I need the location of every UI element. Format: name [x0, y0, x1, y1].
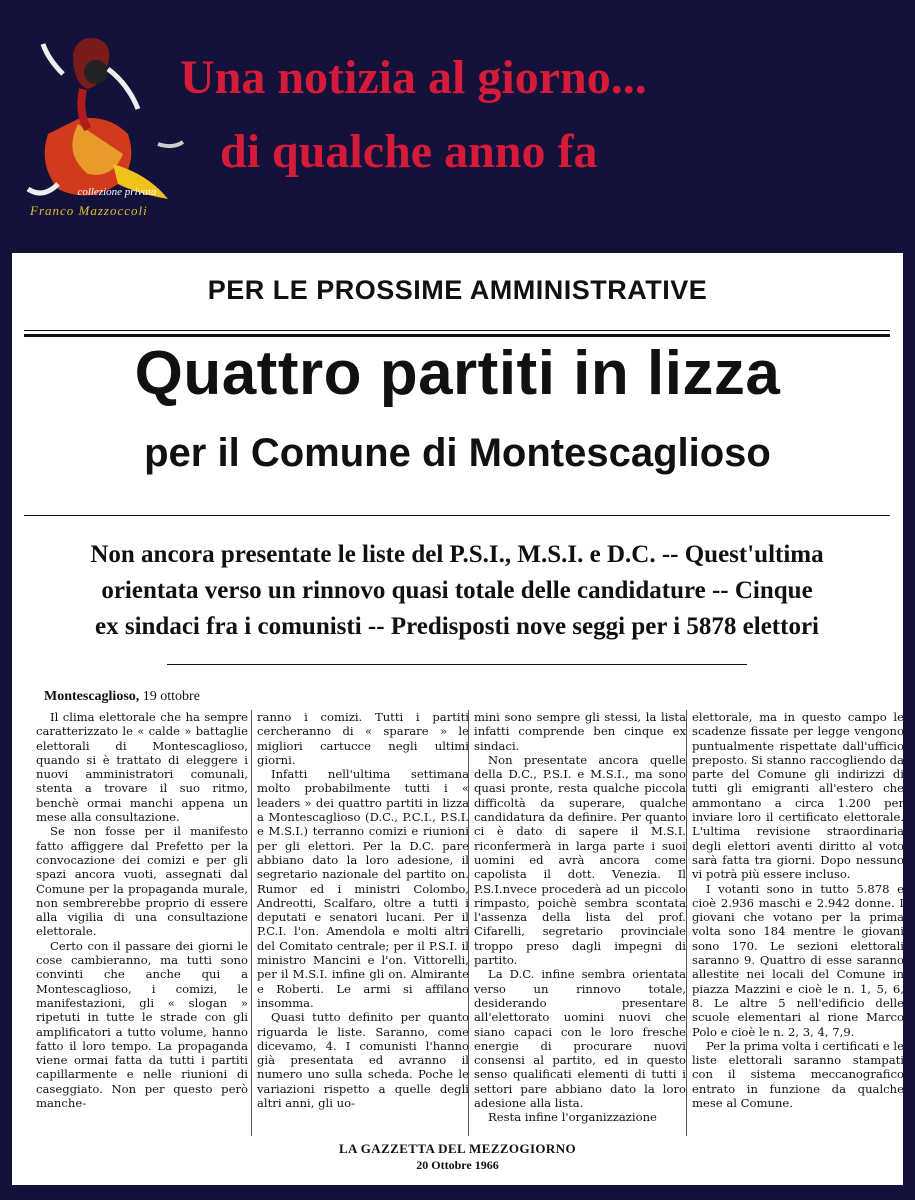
subhead-line: Non ancora presentate le liste del P.S.I., M.S.I. e D.C. -- Quest'ultima [90, 541, 824, 568]
article-dateline [44, 689, 200, 705]
column-separator [686, 710, 687, 1136]
publication-date: 20 Ottobre 1966 [416, 1158, 499, 1172]
newspaper-masthead: LA GAZZETTA DEL MEZZOGIORNO [338, 1141, 577, 1156]
paragraph: Infatti nell'ultima settimana molto probabilmente tutti i « leaders » dei quattro partiti in lizza a Montescaglioso (D.C., P.C.I., P.S.I. e M.S.I.) terranno comizi e riunioni per gli elettori. Per la D.C. pare abbiano dato la loro adesione, il segretario nazionale del partito on. Rumor ed i ministri Colombo, Andreotti, Scalfaro, oltre a tutti i deputati e senatori lucani. Per il P.C.I. l'on. Amendola e molti altri del Comitato centrale; per il P.S.I. il ministro Mancini e l'on. Vittorelli, per il M.S.I. infine gli on. Almirante e Roberti. Le armi si affilano insomma. [257, 767, 469, 1010]
paragraph: Se non fosse per il manifesto fatto affiggere dal Prefetto per la convocazione dei comizi e per gli spazi ancora vuoti, assegnati dal Comune per la propaganda murale, non sembrerebbe proprio di essere alla vigilia di una consultazione elettorale. [36, 824, 248, 939]
paragraph: I votanti sono in tutto 5.878 e cioè 2.936 maschi e 2.942 donne. I giovani che votano per la prima volta sono 184 mentre le giovani sono 170. Le sezioni elettorali saranno 9. Quattro di esse saranno allestite nei locali del Comune in piazza Mazzini e cioè le n. 1, 5, 6, 8. Le altre 5 nell'edificio delle scuole elementari al rione Marco Polo e cioè le n. 2, 3, 4, 7,9. [692, 881, 904, 1039]
banner-header [0, 0, 915, 250]
subhead-line: ex sindaci fra i comunisti -- Predisposti nove seggi per i 5878 elettori [95, 613, 819, 640]
article-column-3 [474, 710, 686, 1125]
newspaper-clipping [12, 253, 903, 1185]
paragraph: Per la prima volta i certificati e le liste elettorali saranno stampati con il sistema meccanografico entrato in funzione da qualche mese al Comune. [692, 1038, 904, 1111]
top-divider-thick [24, 334, 890, 337]
top-divider [24, 330, 890, 331]
paragraph: La D.C. infine sembra orientata verso un rinnovo totale, desiderando presentare all'elettorato uomini nuovi che siano capaci con le loro fresche energie di procurare nuovi consensi al partito, ed in questo senso qualificati elementi di tutti i settori pare abbiano dato la loro adesione alla lista. [474, 967, 686, 1111]
article-kicker: PER LE PROSSIME AMMINISTRATIVE [207, 275, 708, 305]
subhead-divider [167, 664, 747, 665]
paragraph: mini sono sempre gli stessi, la lista infatti comprende ben cinque ex sindaci. [474, 710, 686, 753]
column-separator [251, 710, 252, 1136]
paragraph: Resta infine l'organizzazione [488, 1110, 657, 1125]
article-headline: Quattro partiti in lizza [134, 339, 781, 408]
logo-caption-collection: collezione privata [77, 186, 157, 198]
paragraph: elettorale, ma in questo campo le scadenze fissate per legge vengono puntualmente rispettate dall'ufficio preposto. Si stanno raccogliendo da parte del Comune gli indirizzi di tutti gli emigranti all'estero che ammontano a circa 1.200 per inviare loro il certificato elettorale. L'ultima revisione straordinaria degli elettori aventi diritto al voto sarà fatta tra giorni. Dopo nessuno vi potrà più essere incluso. [692, 710, 904, 882]
paragraph: Il clima elettorale che ha sempre caratterizzato le « calde » battaglie elettorali di Montescaglioso, quando si è trattato di eleggere i nuovi amministratori comunali, stenta a trovare il suo ritmo, benchè ormai manchi appena un mese alla consultazione. [36, 710, 248, 825]
paragraph: Non presentate ancora quelle della D.C., P.S.I. e M.S.I., ma sono quasi pronte, resta qualche piccola difficoltà da superare, qualche candidatura da definire. Per quanto ci è dato di sapere il M.S.I. riconfermerà in larga parte i suoi uomini ed avrà ancora come capolista il dott. Venezia. Il P.S.I.nvece procederà ad un piccolo rimpasto, poichè sembra scontata l'assenza della lista del prof. Cifarelli, segretario provinciale troppo preso dagli impegni di partito. [474, 752, 686, 968]
dateline-place: Montescaglioso, [44, 689, 140, 704]
banner-title-line2: di qualche anno fa [220, 125, 598, 178]
dateline-date: 19 ottobre [142, 689, 200, 704]
logo-caption-owner: Franco Mazzoccoli [30, 203, 148, 218]
article-column-2 [257, 710, 469, 1110]
article-column-1 [36, 710, 248, 1110]
column-separator [468, 710, 469, 1136]
paragraph: ranno i comizi. Tutti i partiti cercheranno di « sparare » le migliori cartucce negli ultimi giorni. [257, 710, 469, 767]
subhead-line: orientata verso un rinnovo quasi totale delle candidature -- Cinque [101, 577, 813, 604]
headline-divider [24, 515, 890, 516]
article-headline-line2: per il Comune di Montescaglioso [144, 431, 771, 475]
article-subheadline [32, 537, 882, 645]
paragraph: Quasi tutto definito per quanto riguarda le liste. Saranno, come dicevamo, 4. I comunisti l'hanno già presentata ed avranno il numero uno sulla scheda. Poche le variazioni rispetto a quelle degli altri anni, gli uo- [257, 1010, 469, 1111]
banner-title-line1: Una notizia al giorno... [180, 51, 647, 104]
article-column-4 [692, 710, 904, 1110]
paragraph: Certo con il passare dei giorni le cose cambieranno, ma tutti sono convinti che anche qui a Montescaglioso, i comizi, le manifestazioni, gli « slogan » ripetuti in tutte le strade con gli amplificatori a tutto volume, hanno fatto il loro tempo. La propaganda viene ormai fatta da tutti i partiti capillarmente e nelle riunioni di caseggiato. Non per questo però manche- [36, 938, 248, 1111]
